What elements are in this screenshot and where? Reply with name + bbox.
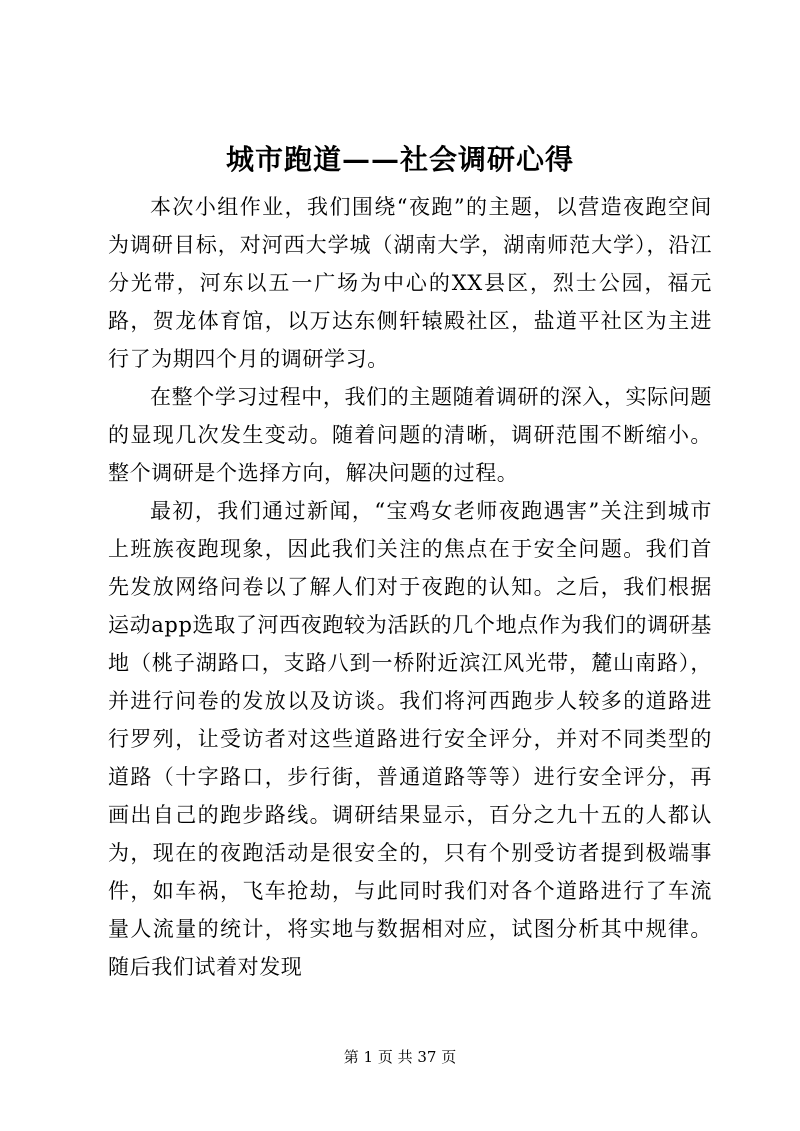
paragraph-1: 本次小组作业，我们围绕“夜跑”的主题，以营造夜跑空间为调研目标，对河西大学城（湖南大学，湖南师范大学），沿江分光带，河东以五一广场为中心的XX县区，烈士公园，福元路，贺龙体育馆，以万达东侧轩辕殿社区，盐道平社区为主进行了为期四个月的调研学习。 — [108, 195, 712, 371]
page-footer: 第 1 页 共 37 页 — [343, 1048, 457, 1066]
document-body — [108, 188, 712, 986]
document-title: 城市跑道——社会调研心得 — [225, 143, 574, 176]
paragraph-3: 最初，我们通过新闻，“宝鸡女老师夜跑遇害”关注到城市上班族夜跑现象，因此我们关注的焦点在于安全问题。我们首先发放网络问卷以了解人们对于夜跑的认知。之后，我们根据运动app选取了河西夜跑较为活跃的几个地点作为我们的调研基地（桃子湖路口，支路八到一桥附近滨江风光带，麓山南路），并进行问卷的发放以及访谈。我们将河西跑步人较多的道路进行罗列，让受访者对这些道路进行安全评分，并对不同类型的道路（十字路口，步行街，普通道路等等）进行安全评分，再画出自己的跑步路线。调研结果显示，百分之九十五的人都认为，现在的夜跑活动是很安全的，只有个别受访者提到极端事件，如车祸，飞车抢劫，与此同时我们对各个道路进行了车流量人流量的统计，将实地与数据相对应，试图分析其中规律。随后我们试着对发现 — [108, 499, 712, 979]
paragraph-2: 在整个学习过程中，我们的主题随着调研的深入，实际问题的显现几次发生变动。随着问题的清晰，调研范围不断缩小。整个调研是个选择方向，解决问题的过程。 — [108, 385, 712, 485]
